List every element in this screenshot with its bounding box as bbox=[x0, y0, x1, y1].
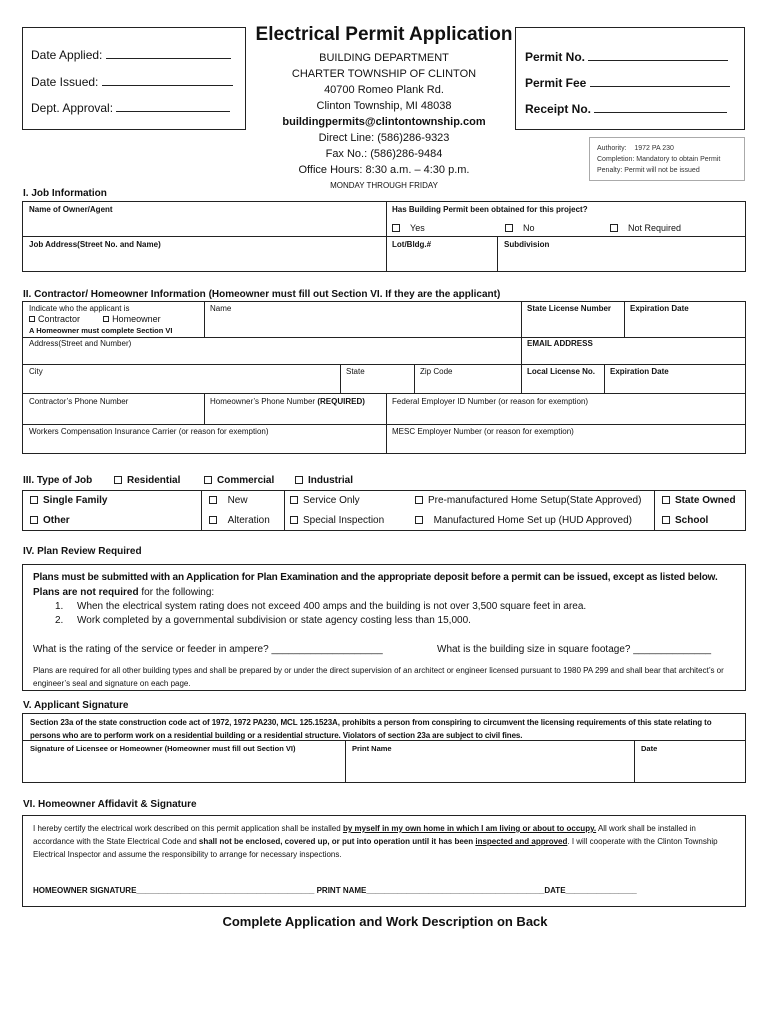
expiration-label: Expiration Date bbox=[630, 304, 689, 313]
dept-approval-label: Dept. Approval: bbox=[31, 101, 114, 115]
direct-line: Direct Line: (586)286-9323 bbox=[318, 132, 450, 144]
penalty-text: Penalty: Permit will not be issued bbox=[597, 167, 700, 174]
special-inspection-option[interactable] bbox=[290, 515, 384, 526]
plan-text-2 bbox=[33, 587, 214, 598]
subdivision-label: Subdivision bbox=[504, 240, 550, 249]
other-checkbox[interactable] bbox=[30, 516, 38, 524]
single-family-option[interactable] bbox=[30, 495, 107, 506]
receipt-no-label: Receipt No. bbox=[525, 102, 592, 116]
date-applied-label: Date Applied: bbox=[31, 48, 103, 62]
plan-item1: When the electrical system rating does not exceed 400 amps and the building is not over 3,500 square feet in area. bbox=[77, 601, 587, 612]
affidavit-t2: by myself in my own home in which I am living or about to occupy. bbox=[342, 824, 597, 833]
authority-value: 1972 PA 230 bbox=[634, 145, 674, 152]
federal-id-label: Federal Employer ID Number (or reason for exemption) bbox=[392, 397, 589, 406]
city-address: Clinton Township, MI 48038 bbox=[316, 100, 452, 112]
mesc-label: MESC Employer Number (or reason for exemption) bbox=[392, 427, 574, 436]
permit-question: Has Building Permit been obtained for this project? bbox=[392, 205, 588, 214]
no-label: No bbox=[523, 223, 535, 233]
not-required-label: Not Required bbox=[628, 223, 682, 233]
single-family-checkbox[interactable] bbox=[30, 496, 38, 504]
indicate-label: Indicate who the applicant is bbox=[29, 304, 130, 313]
receipt-no-field[interactable] bbox=[525, 102, 727, 116]
office-hours: Office Hours: 8:30 a.m. – 4:30 p.m. bbox=[298, 164, 470, 176]
residential-label: Residential bbox=[127, 475, 181, 486]
school-label: School bbox=[675, 515, 709, 526]
new-label: New bbox=[227, 495, 248, 506]
owner-label: Name of Owner/Agent bbox=[29, 205, 113, 214]
email-label: EMAIL ADDRESS bbox=[527, 339, 593, 348]
yes-option[interactable] bbox=[392, 223, 425, 233]
local-license-label: Local License No. bbox=[527, 367, 596, 376]
plan-p2-bold: Plans are not required bbox=[33, 587, 139, 598]
plan-p1: Plans must be submitted with an Application for Plan Examination and the appropriate deposit before a permit can be issued, except as listed below. bbox=[33, 572, 718, 583]
yes-label: Yes bbox=[410, 223, 425, 233]
special-inspection-checkbox[interactable] bbox=[290, 516, 298, 524]
no-checkbox[interactable] bbox=[505, 224, 513, 232]
permit-no-label: Permit No. bbox=[525, 50, 586, 64]
zip-label: Zip Code bbox=[420, 367, 453, 376]
workers-comp-label: Workers Compensation Insurance Carrier (or reason for exemption) bbox=[29, 427, 269, 436]
permit-fee-field[interactable] bbox=[525, 76, 730, 90]
service-only-option[interactable] bbox=[290, 495, 360, 506]
plan-item2-num: 2. bbox=[55, 615, 64, 626]
fax-number: Fax No.: (586)286-9484 bbox=[325, 148, 443, 160]
affidavit-t4: shall not be enclosed, covered up, or put into operation until it has been bbox=[198, 837, 476, 846]
plan-text-1 bbox=[33, 572, 718, 583]
dept-name: BUILDING DEPARTMENT bbox=[319, 52, 449, 64]
affidavit-t1: I hereby certify the electrical work described on this permit application shall be installed bbox=[33, 824, 343, 833]
state-owned-option[interactable] bbox=[662, 495, 736, 506]
affidavit-t5: inspected and approved bbox=[475, 837, 568, 846]
footer-note: Complete Application and Work Description on Back bbox=[222, 914, 548, 929]
expiration2-label: Expiration Date bbox=[610, 367, 669, 376]
state-label: State bbox=[346, 367, 365, 376]
residential-option[interactable] bbox=[114, 475, 180, 486]
not-required-option[interactable] bbox=[610, 223, 681, 233]
contractor-option[interactable] bbox=[29, 314, 80, 324]
other-label: Other bbox=[43, 515, 70, 526]
applicant-type-options bbox=[29, 314, 161, 324]
affidavit-t3: All work shall be installed in accordance with the State Electrical Code and bbox=[33, 824, 696, 846]
street-address: 40700 Romeo Plank Rd. bbox=[324, 84, 444, 96]
homeowner-label: Homeowner bbox=[112, 314, 161, 324]
not-required-checkbox[interactable] bbox=[610, 224, 618, 232]
affidavit-text bbox=[33, 822, 737, 861]
header-block bbox=[250, 50, 518, 194]
section2-title: II. Contractor/ Homeowner Information (Homeowner must fill out Section VI. If they are the applicant) bbox=[23, 289, 501, 300]
plan-p2-rest: for the following: bbox=[138, 587, 215, 598]
print-name-field[interactable]: Print Name bbox=[352, 744, 392, 753]
industrial-option[interactable] bbox=[295, 475, 353, 486]
plan-p3: Plans are required for all other building types and shall be prepared by or under the direct supervision of an architect or engineer licensed pursuant to 1980 PA 299 and shall bear that architect’s or engineer’s seal and signature on each page. bbox=[33, 666, 724, 688]
dept-email: buildingpermits@clintontownship.com bbox=[282, 116, 486, 128]
licensee-signature-field[interactable]: Signature of Licensee or Homeowner (Homeowner must fill out Section VI) bbox=[30, 744, 296, 753]
no-option[interactable] bbox=[505, 223, 535, 233]
address-label: Address(Street and Number) bbox=[29, 339, 132, 348]
homeowner-signature-line[interactable]: HOMEOWNER SIGNATURE________________________________________ PRINT NAME________________________________________DATE________________ bbox=[33, 886, 637, 895]
commercial-option[interactable] bbox=[204, 475, 274, 486]
affidavit-t6: . I will cooperate with the Clinton Township Electrical Inspector and assume the responsibility to arrange for necessary inspections. bbox=[33, 837, 718, 859]
name-label: Name bbox=[210, 304, 232, 313]
section1-title: I. Job Information bbox=[23, 188, 107, 199]
section23a-text: Section 23a of the state construction code act of 1972, 1972 PA230, MCL 125.1523A, prohibits a person from conspiring to circumvent the licensing requirements of this state relating to persons who are to perform work on a residential building or a residential structure. Violators of section 23a are subject to civil fines. bbox=[30, 718, 712, 740]
building-size-field[interactable]: What is the building size in square footage? ______________ bbox=[437, 644, 712, 655]
date-applied-field[interactable] bbox=[31, 48, 231, 62]
authority-text bbox=[597, 143, 720, 176]
special-inspection-label: Special Inspection bbox=[303, 515, 385, 526]
service-only-checkbox[interactable] bbox=[290, 496, 298, 504]
yes-checkbox[interactable] bbox=[392, 224, 400, 232]
manufactured-checkbox[interactable] bbox=[415, 516, 423, 524]
lot-label: Lot/Bldg.# bbox=[392, 240, 432, 249]
alteration-option[interactable] bbox=[209, 515, 270, 526]
plan-item1-num: 1. bbox=[55, 601, 64, 612]
new-option[interactable] bbox=[209, 495, 248, 506]
authority-label: Authority: bbox=[597, 145, 627, 152]
industrial-checkbox[interactable] bbox=[295, 476, 303, 484]
contractor-label: Contractor bbox=[38, 314, 81, 324]
date-issued-label: Date Issued: bbox=[31, 75, 99, 89]
alteration-checkbox[interactable] bbox=[209, 516, 217, 524]
homeowner-note: A Homeowner must complete Section VI bbox=[29, 326, 173, 335]
premanufactured-label: Pre-manufactured Home Setup(State Approved) bbox=[428, 495, 642, 506]
residential-checkbox[interactable] bbox=[114, 476, 122, 484]
permit-fee-label: Permit Fee bbox=[525, 76, 587, 90]
commercial-checkbox[interactable] bbox=[204, 476, 212, 484]
date-issued-field[interactable] bbox=[31, 75, 233, 89]
contractor-phone-label: Contractor’s Phone Number bbox=[29, 397, 129, 406]
manufactured-label: Manufactured Home Set up (HUD Approved) bbox=[433, 515, 632, 526]
section4-title: IV. Plan Review Required bbox=[23, 546, 142, 557]
state-license-label: State License Number bbox=[527, 304, 612, 313]
required-tag: (REQUIRED) bbox=[317, 397, 365, 406]
premanufactured-checkbox[interactable] bbox=[415, 496, 423, 504]
state-owned-checkbox[interactable] bbox=[662, 496, 670, 504]
alteration-label: Alteration bbox=[227, 515, 270, 526]
completion-text: Completion: Mandatory to obtain Permit bbox=[597, 156, 721, 163]
section6-title: VI. Homeowner Affidavit & Signature bbox=[23, 799, 197, 810]
manufactured-option[interactable] bbox=[415, 515, 632, 526]
homeowner-phone-text: Homeowner’s Phone Number bbox=[210, 397, 316, 406]
homeowner-phone-label bbox=[210, 397, 365, 406]
job-address-label: Job Address(Street No. and Name) bbox=[29, 240, 161, 249]
contractor-checkbox[interactable] bbox=[29, 316, 35, 322]
state-owned-label: State Owned bbox=[675, 495, 736, 506]
office-days: MONDAY THROUGH FRIDAY bbox=[330, 181, 438, 190]
commercial-label: Commercial bbox=[217, 475, 275, 486]
industrial-label: Industrial bbox=[308, 475, 354, 486]
page-title: Electrical Permit Application bbox=[255, 24, 513, 45]
service-rating-field[interactable]: What is the rating of the service or feeder in ampere? ____________________ bbox=[33, 644, 383, 655]
other-option[interactable] bbox=[30, 515, 70, 526]
section5-title: V. Applicant Signature bbox=[23, 700, 129, 711]
plan-item2: Work completed by a governmental subdivision or state agency costing less than 15,000. bbox=[77, 615, 471, 626]
school-checkbox[interactable] bbox=[662, 516, 670, 524]
school-option[interactable] bbox=[662, 515, 708, 526]
dept-approval-field[interactable] bbox=[31, 101, 230, 115]
section3-title: III. Type of Job bbox=[23, 475, 93, 486]
service-only-label: Service Only bbox=[303, 495, 360, 506]
homeowner-checkbox[interactable] bbox=[103, 316, 109, 322]
premanufactured-option[interactable] bbox=[415, 495, 641, 506]
permit-no-field[interactable] bbox=[525, 50, 728, 64]
homeowner-option[interactable] bbox=[103, 314, 161, 324]
new-checkbox[interactable] bbox=[209, 496, 217, 504]
city-label: City bbox=[29, 367, 43, 376]
date-field[interactable]: Date bbox=[641, 744, 658, 753]
township-name: CHARTER TOWNSHIP OF CLINTON bbox=[291, 68, 477, 80]
single-family-label: Single Family bbox=[43, 495, 108, 506]
